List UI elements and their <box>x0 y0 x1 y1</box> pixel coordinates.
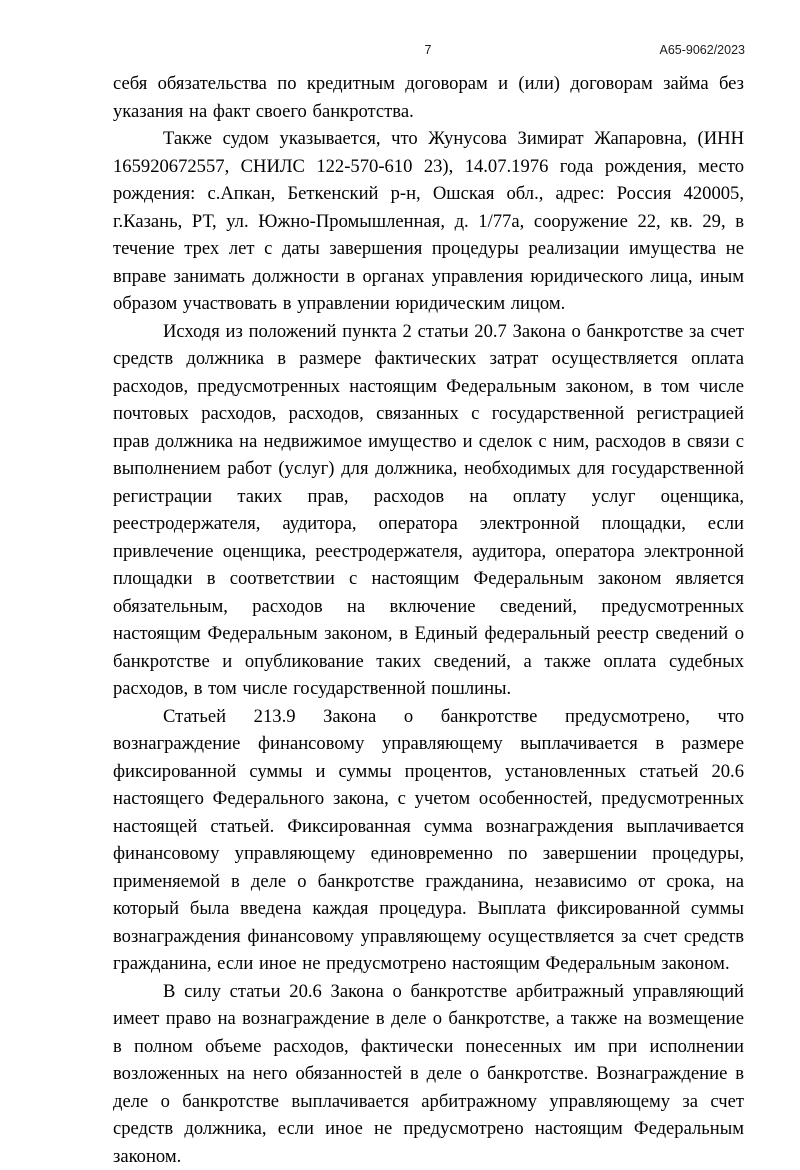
paragraph: Также судом указывается, что Жунусова Зимират Жапаровна, (ИНН 165920672557, СНИЛС 122-570-610 23), 14.07.1976 года рождения, место рождения: с.Апкан, Беткенский р-н, Ошская обл., адрес: Россия 420005, г.Казань, РТ, ул. Южно-Промышленная, д. 1/77а, сооружение 22, кв. 29, в течение трех лет с даты завершения процедуры реализации имущества не вправе занимать должности в органах управления юридического лица, иным образом участвовать в управлении юридическим лицом. <box>113 125 744 318</box>
paragraph-continuation: себя обязательства по кредитным договорам и (или) договорам займа без указания на факт своего банкротства. <box>113 70 744 125</box>
paragraph: В силу статьи 20.6 Закона о банкротстве арбитражный управляющий имеет право на вознаграждение в деле о банкротстве, а также на возмещение в полном объеме расходов, фактически понесенных им при исполнении возложенных на него обязанностей в деле о банкротстве. Вознаграждение в деле о банкротстве выплачивается арбитражному управляющему за счет средств должника, если иное не предусмотрено настоящим Федеральным законом. <box>113 978 744 1170</box>
document-text <box>113 70 744 1170</box>
paragraph: Статьей 213.9 Закона о банкротстве предусмотрено, что вознаграждение финансовому управляющему выплачивается в размере фиксированной суммы и суммы процентов, установленных статьей 20.6 настоящего Федерального закона, с учетом особенностей, предусмотренных настоящей статьей. Фиксированная сумма вознаграждения выплачивается финансовому управляющему единовременно по завершении процедуры, применяемой в деле о банкротстве гражданина, независимо от срока, на который была введена каждая процедура. Выплата фиксированной суммы вознаграждения финансовому управляющему осуществляется за счет средств гражданина, если иное не предусмотрено настоящим Федеральным законом. <box>113 703 744 978</box>
case-number: А65-9062/2023 <box>660 43 746 57</box>
page-number: 7 <box>113 43 743 57</box>
paragraph: Исходя из положений пункта 2 статьи 20.7 Закона о банкротстве за счет средств должника в размере фактических затрат осуществляется оплата расходов, предусмотренных настоящим Федеральным законом, в том числе почтовых расходов, расходов, связанных с государственной регистрацией прав должника на недвижимое имущество и сделок с ним, расходов в связи с выполнением работ (услуг) для должника, необходимых для государственной регистрации таких прав, расходов на оплату услуг оценщика, реестродержателя, аудитора, оператора электронной площадки, если привлечение оценщика, реестродержателя, аудитора, оператора электронной площадки в соответствии с настоящим Федеральным законом является обязательным, расходов на включение сведений, предусмотренных настоящим Федеральным законом, в Единый федеральный реестр сведений о банкротстве и опубликование таких сведений, а также оплата судебных расходов, в том числе государственной пошлины. <box>113 318 744 703</box>
page-header <box>113 43 743 59</box>
